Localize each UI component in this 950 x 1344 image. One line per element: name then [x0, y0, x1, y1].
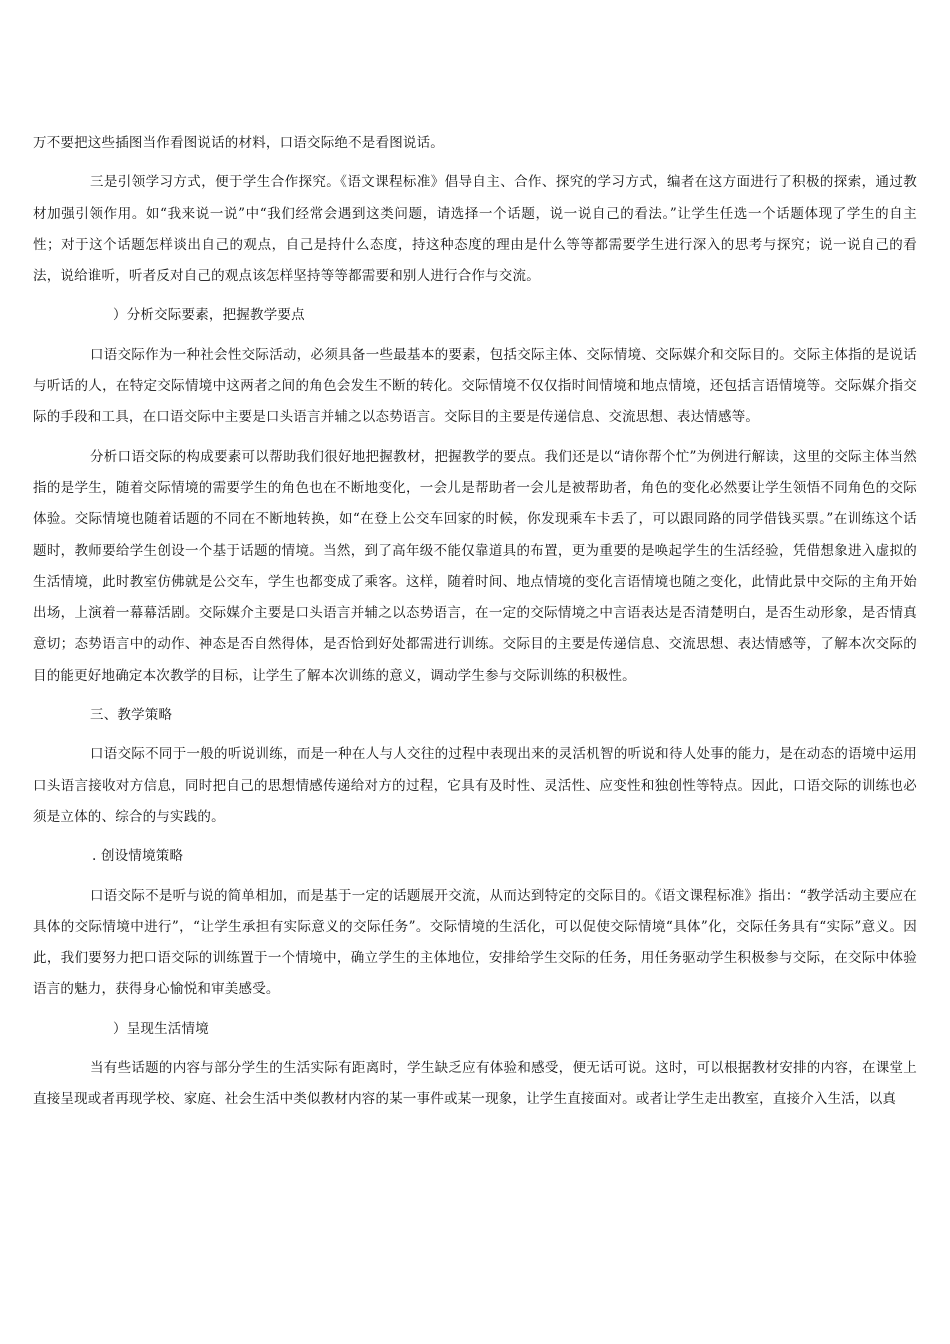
paragraph-life-scenario: 当有些话题的内容与部分学生的生活实际有距离时，学生缺乏应有体验和感受，便无话可说。这时，可以根据教材安排的内容，在课堂上直接呈现或者再现学校、家庭、社会生活中类似教材内容的某一事件或某一现象，让学生直接面对。或者让学生走出教室，直接介入生活，以真 [33, 1060, 917, 1108]
paragraph-continuation: 万不要把这些插图当作看图说话的材料，口语交际绝不是看图说话。 [33, 135, 444, 151]
section-heading-life-scenario: ）呈现生活情境 [113, 1020, 209, 1037]
paragraph-learning-style: 三是引领学习方式，便于学生合作探究。《语文课程标准》倡导自主、合作、探究的学习方式，编者在这方面进行了积极的探索，通过教材加强引领作用。如“我来说一说”中“我们经常会遇到这类问题，请选择一个话题，说一说自己的看法。”让学生任选一个话题体现了学生的自主性；对于这个话题怎样谈出自己的观点，自己是持什么态度，持这种态度的理由是什么等等都需要学生进行深入的思考与探究；说一说自己的看法，说给谁听，听者反对自己的观点该怎样坚持等等都需要和别人进行合作与交流。 [33, 174, 917, 285]
section-heading-analyze-elements: ）分析交际要素，把握教学要点 [113, 307, 305, 324]
section-heading-teaching-strategy: 三、教学策略 [90, 707, 173, 724]
section-heading-create-scenario: . 创设情境策略 [92, 848, 184, 865]
document-body [33, 128, 917, 1124]
paragraph-strategy-intro: 口语交际不同于一般的听说训练，而是一种在人与人交往的过程中表现出来的灵活机智的听说和待人处事的能力，是在动态的语境中运用口头语言接收对方信息，同时把自己的思想情感传递给对方的过程，它具有及时性、灵活性、应变性和独创性等特点。因此，口语交际的训练也必须是立体的、综合的与实践的。 [33, 746, 917, 825]
paragraph-communication-elements: 口语交际作为一种社会性交际活动，必须具备一些最基本的要素，包括交际主体、交际情境、交际媒介和交际目的。交际主体指的是说话与听话的人，在特定交际情境中这两者之间的角色会发生不断的转化。交际情境不仅仅指时间情境和地点情境，还包括言语情境等。交际媒介指交际的手段和工具，在口语交际中主要是口头语言并辅之以态势语言。交际目的主要是传递信息、交流思想、表达情感等。 [33, 346, 917, 426]
paragraph-scenario-strategy: 口语交际不是听与说的简单相加，而是基于一定的话题展开交流，从而达到特定的交际目的。《语文课程标准》指出：“教学活动主要应在具体的交际情境中进行”，“让学生承担有实际意义的交际任务”。交际情境的生活化，可以促使交际情境“具体”化，交际任务具有“实际”意义。因此，我们要努力把口语交际的训练置于一个情境中，确立学生的主体地位，安排给学生交际的任务，用任务驱动学生积极参与交际，在交际中体验语言的魅力，获得身心愉悦和审美感受。 [33, 887, 917, 998]
paragraph-element-analysis: 分析口语交际的构成要素可以帮助我们很好地把握教材，把握教学的要点。我们还是以“请你帮个忙”为例进行解读，这里的交际主体当然指的是学生，随着交际情境的需要学生的角色也在不断地变化，一会儿是帮助者一会儿是被帮助者，角色的变化必然要让学生领悟不同角色的交际体验。交际情境也随着话题的不同在不断地转换，如“在登上公交车回家的时候，你发现乘车卡丢了，可以跟同路的同学借钱买票。”在训练这个话题时，教师要给学生创设一个基于话题的情境。当然，到了高年级不能仅靠道具的布置，更为重要的是唤起学生的生活经验，凭借想象进入虚拟的生活情境，此时教室仿佛就是公交车，学生也都变成了乘客。这样，随着时间、地点情境的变化言语情境也随之变化，此情此景中交际的主角开始出场，上演着一幕幕活剧。交际媒介主要是口头语言并辅之以态势语言，在一定的交际情境之中言语表达是否清楚明白，是否生动形象，是否情真意切；态势语言中的动作、神态是否自然得体，是否恰到好处都需进行训练。交际目的主要是传递信息、交流思想、表达情感等，了解本次交际的目的能更好地确定本次教学的目标，让学生了解本次训练的意义，调动学生参与交际训练的积极性。 [33, 448, 917, 684]
